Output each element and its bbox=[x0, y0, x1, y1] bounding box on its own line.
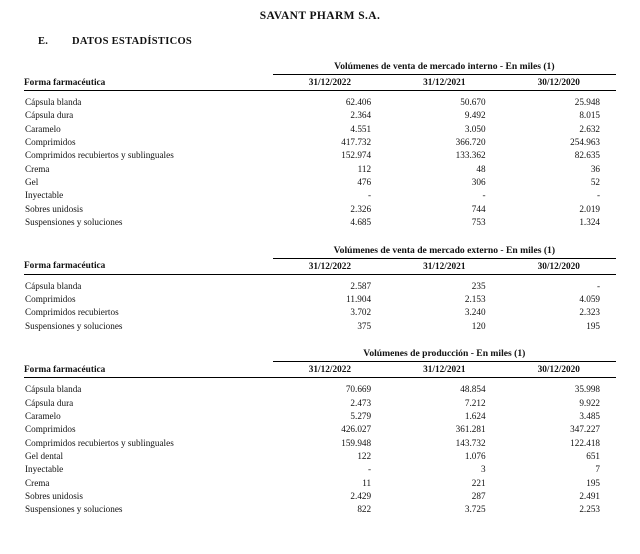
row-value: 159.948 bbox=[341, 437, 372, 448]
row-value: 476 bbox=[357, 176, 372, 187]
table-caption: Volúmenes de venta de mercado interno - En miles (1) bbox=[273, 61, 616, 75]
row-value: 2.587 bbox=[350, 280, 372, 291]
row-value: 2.323 bbox=[579, 307, 600, 318]
row-value: 2.153 bbox=[464, 294, 486, 305]
row-label: Cápsula dura bbox=[25, 397, 74, 408]
column-header: 31/12/2021 bbox=[387, 258, 501, 274]
row-value: - bbox=[596, 190, 600, 201]
row-value: 133.362 bbox=[455, 150, 486, 161]
row-header-label: Forma farmacéutica bbox=[24, 75, 273, 91]
row-value: 195 bbox=[586, 320, 600, 331]
row-value: 62.406 bbox=[345, 97, 372, 107]
table-row bbox=[24, 135, 616, 148]
row-value: 375 bbox=[357, 320, 372, 331]
row-value: - bbox=[482, 190, 486, 201]
row-label: Comprimidos recubiertos y sublinguales bbox=[25, 150, 174, 161]
column-header: 31/12/2021 bbox=[387, 362, 501, 378]
row-value: 2.632 bbox=[579, 123, 600, 134]
section-letter: E. bbox=[38, 36, 49, 47]
row-value: 5.279 bbox=[350, 411, 372, 422]
table-caption-row bbox=[24, 348, 616, 362]
row-value: 112 bbox=[357, 163, 372, 174]
column-header: 30/12/2020 bbox=[502, 258, 616, 274]
row-value: 50.670 bbox=[460, 97, 486, 107]
column-header: 31/12/2022 bbox=[273, 362, 387, 378]
row-value: 366.720 bbox=[455, 136, 486, 147]
table-row bbox=[24, 423, 616, 436]
row-value: 1.624 bbox=[464, 411, 486, 422]
row-value: 744 bbox=[471, 203, 486, 214]
row-label: Comprimidos recubiertos bbox=[25, 307, 119, 318]
company-title: SAVANT PHARM S.A. bbox=[259, 10, 381, 22]
table-row bbox=[24, 91, 616, 109]
row-value: 3 bbox=[480, 464, 486, 475]
row-value: 48 bbox=[476, 163, 486, 174]
table-row bbox=[24, 202, 616, 215]
table-row bbox=[24, 122, 616, 135]
row-value: 2.491 bbox=[579, 491, 600, 502]
row-label: Comprimidos bbox=[25, 136, 76, 147]
row-label: Caramelo bbox=[25, 411, 61, 422]
row-label: Cápsula dura bbox=[25, 110, 74, 121]
row-value: 417.732 bbox=[341, 136, 372, 147]
row-value: 287 bbox=[471, 491, 486, 502]
row-value: 2.326 bbox=[350, 203, 372, 214]
row-value: 347.227 bbox=[570, 424, 600, 435]
table-row bbox=[24, 463, 616, 476]
statistics-block bbox=[24, 245, 616, 333]
row-label: Cápsula blanda bbox=[25, 384, 82, 395]
row-value: 753 bbox=[471, 216, 486, 227]
row-header-label: Forma farmacéutica bbox=[24, 258, 273, 274]
table-row bbox=[24, 306, 616, 319]
row-value: 36 bbox=[590, 163, 600, 174]
row-value: - bbox=[368, 464, 372, 475]
row-label: Sobres unidosis bbox=[25, 203, 83, 214]
row-value: - bbox=[368, 190, 372, 201]
table-row bbox=[24, 503, 616, 516]
caption-spacer bbox=[24, 348, 273, 362]
row-label: Caramelo bbox=[25, 123, 61, 134]
row-label: Crema bbox=[25, 477, 50, 488]
table-row bbox=[24, 378, 616, 396]
row-value: 2.253 bbox=[579, 504, 600, 515]
statistics-tables bbox=[24, 61, 616, 516]
table-row bbox=[24, 436, 616, 449]
column-header: 31/12/2021 bbox=[387, 75, 501, 91]
row-label: Suspensiones y soluciones bbox=[25, 320, 123, 331]
table-row bbox=[24, 489, 616, 502]
table-row bbox=[24, 162, 616, 175]
column-header: 30/12/2020 bbox=[502, 362, 616, 378]
statistics-block bbox=[24, 348, 616, 516]
table-row bbox=[24, 449, 616, 462]
table-caption: Volúmenes de venta de mercado externo - En miles (1) bbox=[273, 245, 616, 259]
row-label: Comprimidos bbox=[25, 294, 76, 305]
row-label: Gel bbox=[25, 176, 39, 187]
table-row bbox=[24, 215, 616, 228]
row-value: - bbox=[596, 280, 600, 291]
column-header: 31/12/2022 bbox=[273, 75, 387, 91]
row-value: 3.050 bbox=[464, 123, 486, 134]
row-value: 1.076 bbox=[464, 451, 486, 462]
row-value: 221 bbox=[471, 477, 486, 488]
row-value: 235 bbox=[471, 280, 486, 291]
row-value: 195 bbox=[586, 477, 600, 488]
row-value: 48.854 bbox=[460, 384, 486, 395]
row-value: 3.485 bbox=[579, 411, 600, 422]
row-value: 361.281 bbox=[455, 424, 486, 435]
table-row bbox=[24, 319, 616, 332]
table-row bbox=[24, 149, 616, 162]
row-label: Sobres unidosis bbox=[25, 491, 83, 502]
section-heading bbox=[38, 36, 616, 47]
row-label: Gel dental bbox=[25, 451, 64, 462]
column-header: 30/12/2020 bbox=[502, 75, 616, 91]
table-header-row bbox=[24, 75, 616, 91]
statistics-table bbox=[24, 245, 616, 333]
row-value: 143.732 bbox=[455, 437, 486, 448]
row-label: Crema bbox=[25, 163, 50, 174]
table-row bbox=[24, 292, 616, 305]
row-label: Inyectable bbox=[25, 190, 64, 201]
row-value: 3.240 bbox=[464, 307, 486, 318]
row-value: 52 bbox=[590, 176, 600, 187]
row-label: Cápsula blanda bbox=[25, 97, 82, 107]
row-value: 426.027 bbox=[341, 424, 372, 435]
statistics-block bbox=[24, 61, 616, 229]
caption-spacer bbox=[24, 245, 273, 259]
row-value: 9.492 bbox=[464, 110, 486, 121]
column-header: 31/12/2022 bbox=[273, 258, 387, 274]
row-value: 2.429 bbox=[350, 491, 372, 502]
row-value: 122.418 bbox=[570, 437, 600, 448]
row-label: Suspensiones y soluciones bbox=[25, 504, 123, 515]
row-value: 11.904 bbox=[346, 294, 372, 305]
row-label: Suspensiones y soluciones bbox=[25, 216, 123, 227]
row-value: 35.998 bbox=[574, 384, 600, 395]
row-value: 7 bbox=[595, 464, 600, 475]
table-header-row bbox=[24, 362, 616, 378]
row-value: 8.015 bbox=[579, 110, 600, 121]
table-row bbox=[24, 189, 616, 202]
row-value: 9.922 bbox=[579, 397, 600, 408]
row-value: 3.725 bbox=[464, 504, 486, 515]
row-value: 4.685 bbox=[350, 216, 372, 227]
row-value: 120 bbox=[471, 320, 486, 331]
row-value: 2.364 bbox=[350, 110, 372, 121]
row-value: 306 bbox=[471, 176, 486, 187]
row-value: 3.702 bbox=[350, 307, 372, 318]
section-title: DATOS ESTADÍSTICOS bbox=[72, 36, 193, 47]
row-value: 1.324 bbox=[579, 216, 600, 227]
statistics-table bbox=[24, 61, 616, 229]
table-header-row bbox=[24, 258, 616, 274]
row-label: Comprimidos recubiertos y sublinguales bbox=[25, 437, 174, 448]
row-value: 11 bbox=[362, 477, 372, 488]
row-value: 2.019 bbox=[579, 203, 600, 214]
row-value: 82.635 bbox=[574, 150, 600, 161]
table-row bbox=[24, 409, 616, 422]
row-label: Inyectable bbox=[25, 464, 64, 475]
row-label: Comprimidos bbox=[25, 424, 76, 435]
caption-spacer bbox=[24, 61, 273, 75]
row-value: 4.551 bbox=[350, 123, 372, 134]
row-value: 254.963 bbox=[570, 136, 600, 147]
row-value: 25.948 bbox=[574, 97, 600, 107]
table-caption-row bbox=[24, 245, 616, 259]
table-row bbox=[24, 396, 616, 409]
row-value: 122 bbox=[357, 451, 372, 462]
table-caption: Volúmenes de producción - En miles (1) bbox=[273, 348, 616, 362]
row-value: 152.974 bbox=[341, 150, 372, 161]
row-value: 4.059 bbox=[579, 294, 600, 305]
row-value: 7.212 bbox=[464, 397, 486, 408]
statistics-table bbox=[24, 348, 616, 516]
row-value: 651 bbox=[586, 451, 600, 462]
row-value: 822 bbox=[357, 504, 372, 515]
row-value: 2.473 bbox=[350, 397, 372, 408]
row-header-label: Forma farmacéutica bbox=[24, 362, 273, 378]
table-row bbox=[24, 476, 616, 489]
table-row bbox=[24, 274, 616, 292]
row-value: 70.669 bbox=[345, 384, 372, 395]
row-label: Cápsula blanda bbox=[25, 280, 82, 291]
table-row bbox=[24, 109, 616, 122]
table-row bbox=[24, 175, 616, 188]
table-caption-row bbox=[24, 61, 616, 75]
